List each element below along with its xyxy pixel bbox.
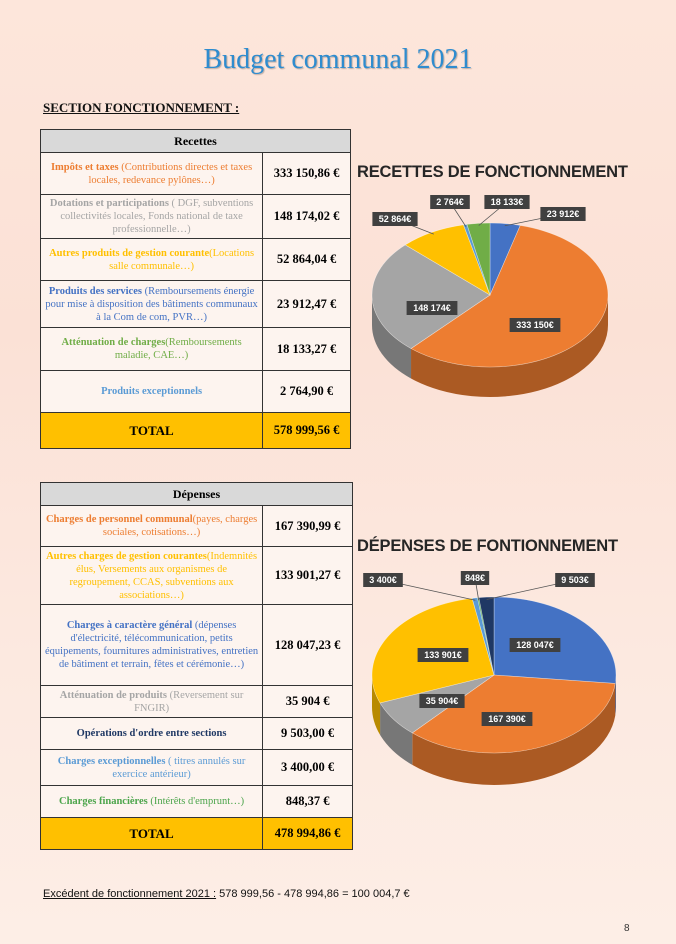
svg-text:3 400€: 3 400€ (369, 575, 397, 585)
pie-data-label (407, 301, 458, 315)
row-title: Atténuation de charges (61, 337, 166, 348)
svg-text:148 174€: 148 174€ (413, 303, 451, 313)
table-row (41, 281, 351, 328)
table-header-row (41, 483, 353, 506)
table-row (41, 195, 351, 239)
row-detail: (Remboursements énergie pour mise à disposition des bâtiments communaux à la Com de com, PVR…) (45, 285, 258, 323)
depenses-table (40, 482, 353, 850)
row-label (41, 281, 263, 328)
svg-text:52 864€: 52 864€ (378, 214, 412, 224)
svg-text:333 150€: 333 150€ (516, 320, 554, 330)
row-title: Atténuation de produits (59, 689, 167, 701)
total-amount: 478 994,86 € (263, 818, 353, 850)
recettes-header: Recettes (41, 130, 351, 153)
pie-data-label (510, 318, 561, 332)
depenses-chart-title: DÉPENSES DE FONTIONNEMENT (357, 537, 618, 555)
svg-text:18 133€: 18 133€ (490, 197, 524, 207)
row-label (41, 547, 263, 605)
row-amount: 23 912,47 € (263, 281, 351, 328)
row-detail: (Indemnités élus, Versements aux organismes de regroupement, CCAS, subventions aux associations…) (69, 550, 258, 601)
row-label (41, 371, 263, 413)
total-row (41, 818, 353, 850)
depenses-pie-chart (355, 560, 655, 800)
table-row (41, 506, 353, 547)
depenses-header: Dépenses (41, 483, 353, 506)
svg-text:848€: 848€ (464, 573, 486, 583)
total-row (41, 413, 351, 449)
svg-text:128 047€: 128 047€ (516, 640, 554, 650)
recettes-pie-chart (355, 185, 655, 415)
pie-data-label (430, 195, 470, 209)
row-title: Charges exceptionnelles (57, 755, 166, 767)
table-row (41, 371, 351, 413)
row-amount: 848,37 € (263, 786, 353, 818)
page-title: Budget communal 2021 (203, 44, 473, 75)
row-detail: (Remboursements maladie, CAE…) (114, 337, 242, 361)
row-amount: 167 390,99 € (263, 506, 353, 547)
row-amount: 133 901,27 € (263, 547, 353, 605)
svg-text:167 390€: 167 390€ (488, 714, 526, 724)
row-detail: (Reversement sur FNGIR) (134, 689, 244, 714)
pie-data-label (418, 648, 469, 662)
row-amount: 333 150,86 € (263, 153, 351, 195)
row-label (41, 195, 263, 239)
row-detail: (Intérêts d'emprunt…) (147, 796, 245, 807)
row-title: Charges financières (59, 796, 148, 807)
section-heading: SECTION FONCTIONNEMENT : (43, 100, 240, 115)
svg-text:2 764€: 2 764€ (436, 197, 464, 207)
table-row (41, 153, 351, 195)
row-amount: 2 764,90 € (263, 371, 351, 413)
row-label (41, 328, 263, 371)
row-amount: 35 904 € (263, 686, 353, 718)
row-title: Impôts et taxes (50, 161, 119, 173)
recettes-chart-title: RECETTES DE FONCTIONNEMENT (357, 163, 628, 181)
pie-data-label (482, 712, 533, 726)
row-title: Autres charges de gestion courantes (46, 550, 207, 562)
page-number: 8 (624, 923, 630, 934)
row-detail: (dépenses d'électricité, télécommunication, petits équipements, fournitures administratives, entretien de bâtiment et terrain, fêtes et cérémonie…) (45, 620, 259, 670)
table-row (41, 786, 353, 818)
pie-data-label (484, 195, 529, 209)
row-title: Dotations et participations (49, 198, 169, 209)
svg-text:23 912€: 23 912€ (546, 209, 580, 219)
table-row (41, 750, 353, 786)
row-amount: 9 503,00 € (263, 718, 353, 750)
pie-data-label (372, 212, 417, 226)
total-label: TOTAL (41, 413, 263, 449)
row-detail: (Contributions directes et taxes locales, redevance pylônes…) (88, 161, 253, 186)
row-detail: ( DGF, subventions collectivités locales, Fonds national de taxe professionnelle…) (60, 198, 254, 235)
total-label: TOTAL (41, 818, 263, 850)
pie-data-label (363, 573, 403, 587)
row-label (41, 506, 263, 547)
row-label (41, 239, 263, 281)
table-row (41, 328, 351, 371)
pie-data-label (540, 207, 585, 221)
row-amount: 18 133,27 € (263, 328, 351, 371)
table-row (41, 718, 353, 750)
svg-text:133 901€: 133 901€ (424, 650, 462, 660)
row-detail: ( titres annulés sur exercice antérieur) (112, 755, 246, 780)
recettes-table (40, 129, 351, 449)
row-detail: (Locations salle communale…) (109, 247, 255, 272)
total-amount: 578 999,56 € (263, 413, 351, 449)
pie-data-label (461, 571, 489, 585)
table-row (41, 605, 353, 686)
row-label (41, 605, 263, 686)
footer-excedent (43, 888, 410, 900)
row-label (41, 686, 263, 718)
table-row (41, 547, 353, 605)
table-row (41, 239, 351, 281)
table-row (41, 686, 353, 718)
pie-data-label (510, 638, 561, 652)
row-amount: 52 864,04 € (263, 239, 351, 281)
row-detail: (payes, charges sociales, cotisations…) (102, 514, 258, 538)
row-title: Charges à caractère général (66, 620, 193, 631)
svg-text:35 904€: 35 904€ (425, 696, 459, 706)
row-amount: 128 047,23 € (263, 605, 353, 686)
pie-data-label (419, 694, 464, 708)
row-title: Autres produits de gestion courante (49, 247, 210, 259)
pie-data-label (555, 573, 595, 587)
row-title: Charges de personnel communal (45, 514, 193, 525)
row-title: Opérations d'ordre entre sections (76, 728, 227, 739)
row-label (41, 750, 263, 786)
footer-calculation: 578 999,56 - 478 994,86 = 100 004,7 € (216, 888, 410, 900)
row-label (41, 718, 263, 750)
row-title: Produits exceptionnels (101, 386, 203, 397)
footer-label: Excédent de fonctionnement 2021 : (43, 888, 217, 900)
table-header-row (41, 130, 351, 153)
row-title: Produits des services (48, 285, 142, 297)
row-amount: 3 400,00 € (263, 750, 353, 786)
row-label (41, 153, 263, 195)
row-amount: 148 174,02 € (263, 195, 351, 239)
svg-text:9 503€: 9 503€ (561, 575, 589, 585)
row-label (41, 786, 263, 818)
